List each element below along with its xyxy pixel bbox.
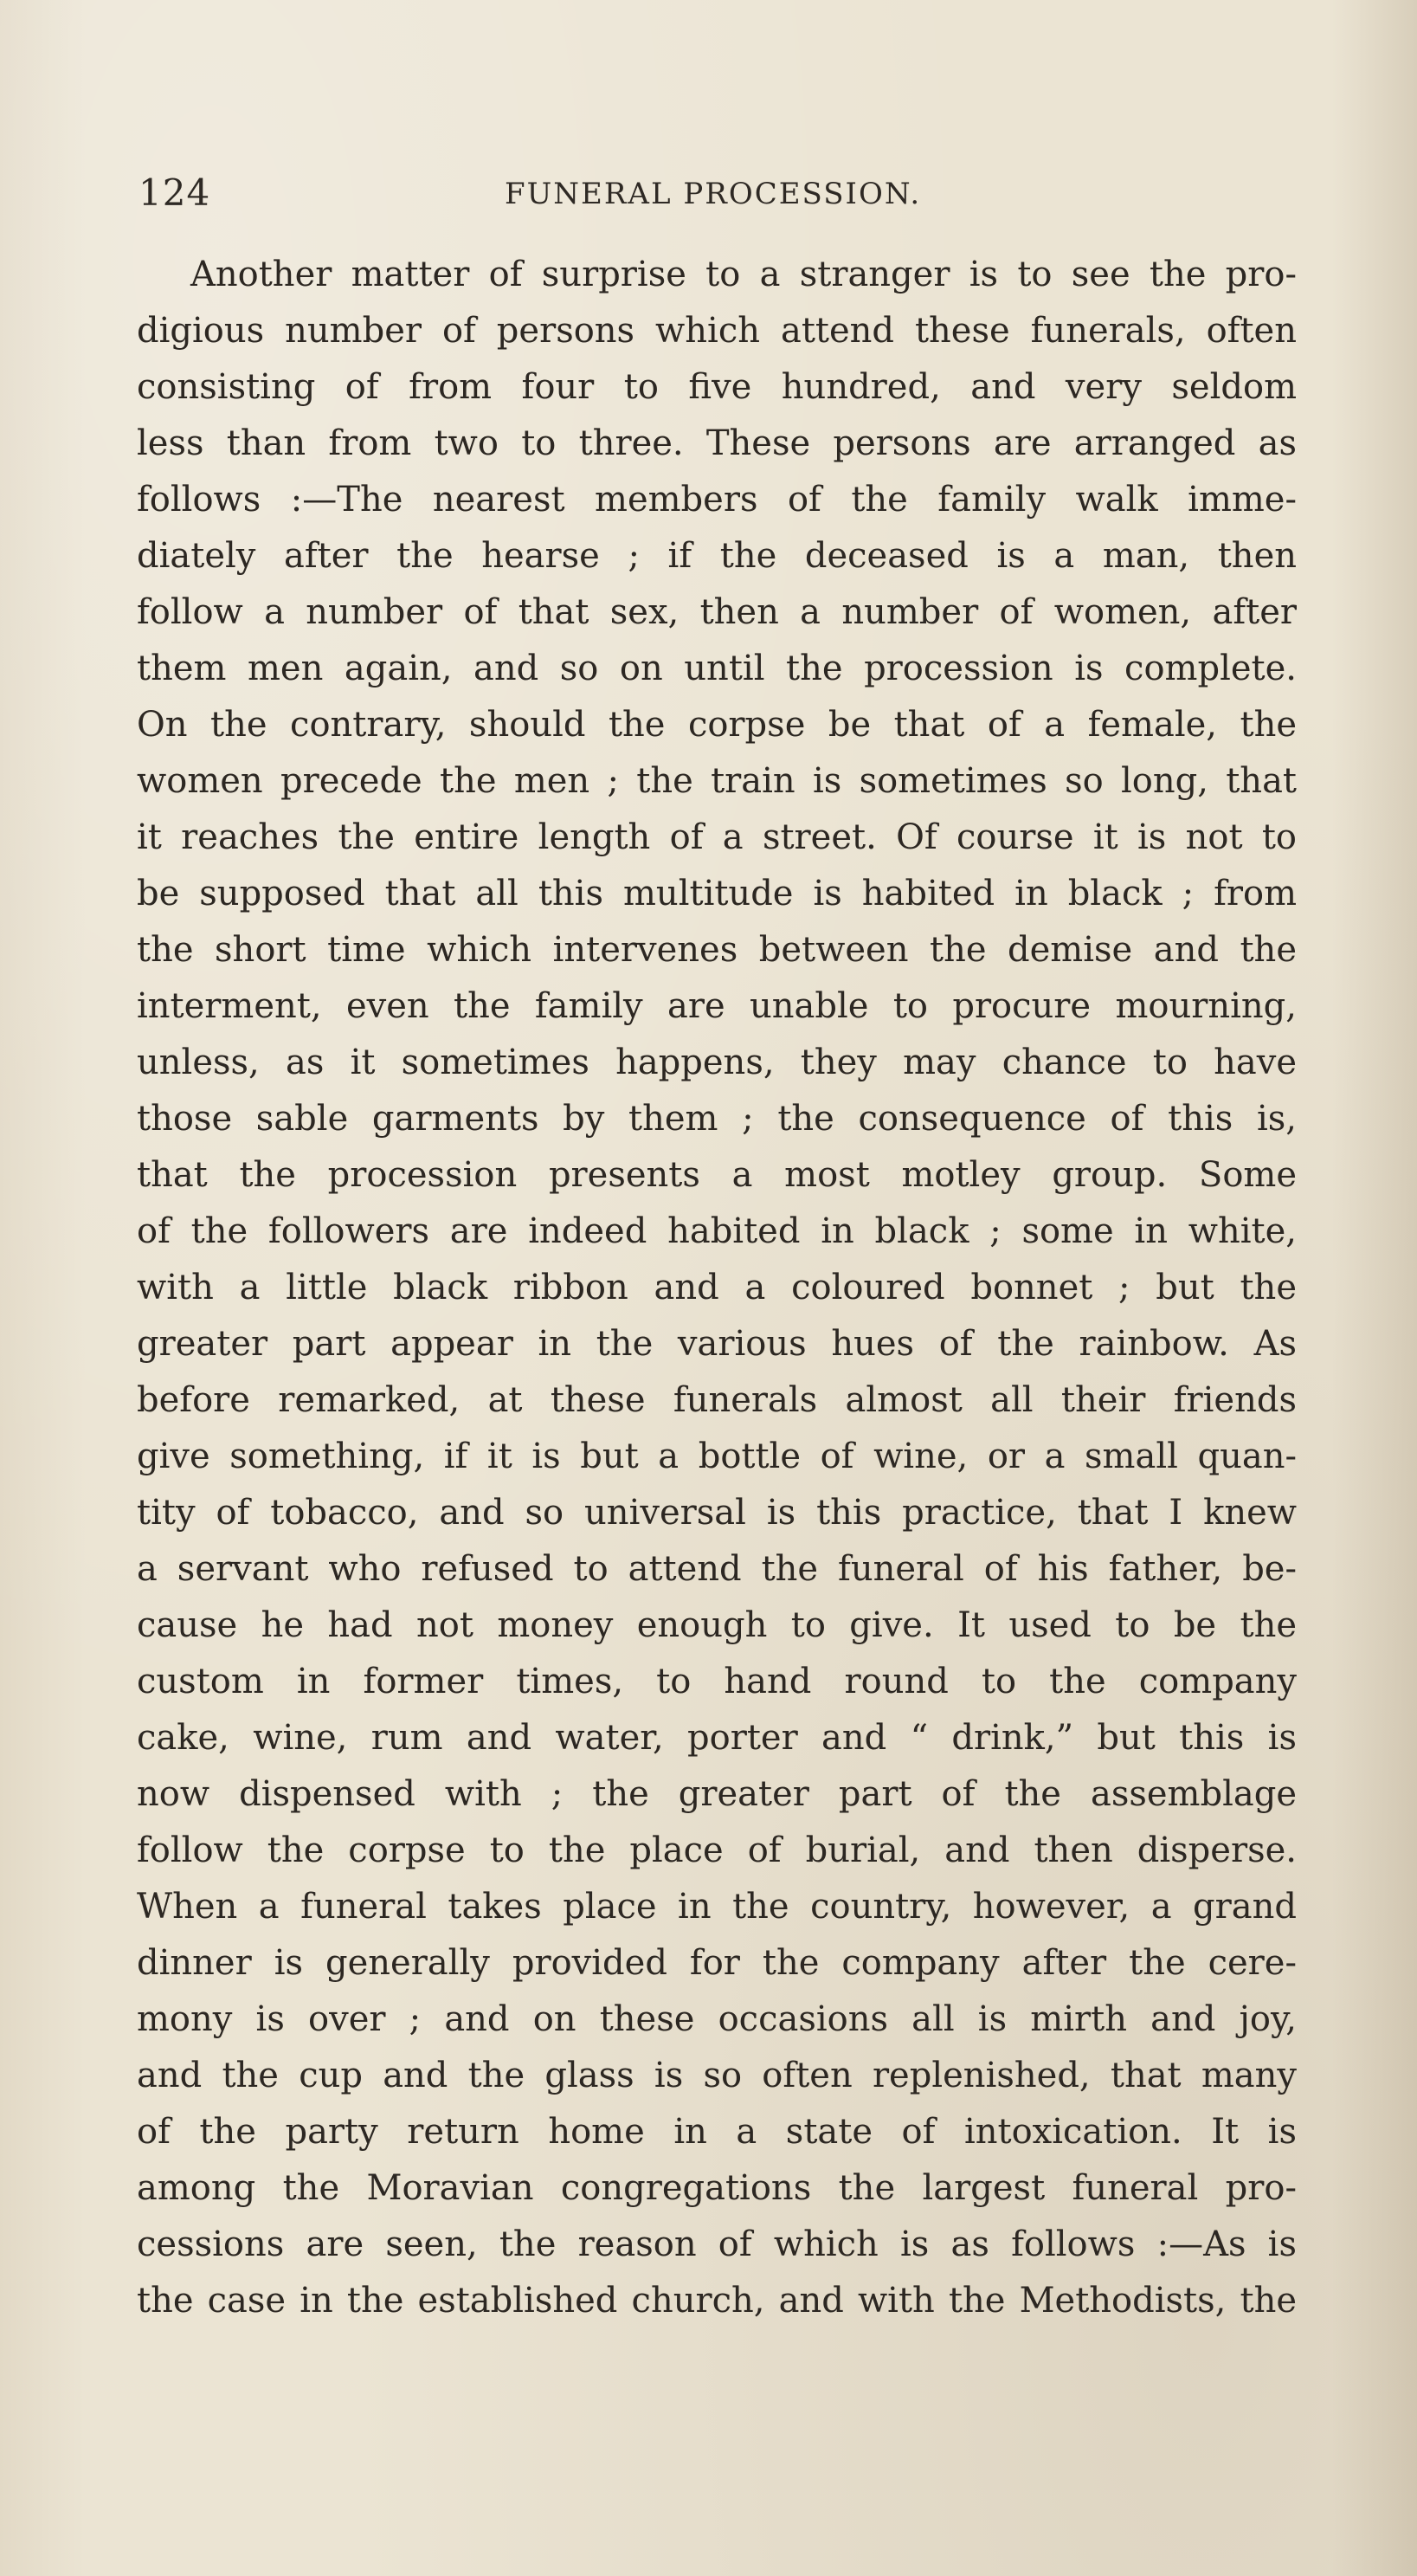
text-line: those sable garments by them ; the consequence of this is, [137, 1099, 1297, 1139]
text-line: digious number of persons which attend these funerals, often [137, 311, 1297, 351]
text-line: cessions are seen, the reason of which is as follows :—As is [137, 2224, 1297, 2264]
body-paragraph [137, 247, 1297, 2329]
text-line: follows :—The nearest members of the family walk imme- [137, 480, 1297, 520]
text-line: consisting of from four to five hundred, and very seldom [137, 367, 1297, 407]
text-line: diately after the hearse ; if the deceased is a man, then [137, 536, 1297, 576]
text-line: tity of tobacco, and so universal is this practice, that I knew [137, 1493, 1297, 1533]
text-line: When a funeral takes place in the country, however, a grand [137, 1887, 1297, 1927]
text-line: be supposed that all this multitude is habited in black ; from [137, 874, 1297, 914]
text-line: the short time which intervenes between the demise and the [137, 930, 1297, 970]
text-line: women precede the men ; the train is sometimes so long, that [137, 761, 1297, 801]
text-line: a servant who refused to attend the funeral of his father, be- [137, 1549, 1297, 1589]
page-number: 124 [138, 171, 211, 214]
text-line: greater part appear in the various hues of the rainbow. As [137, 1324, 1297, 1364]
text-line: the case in the established church, and with the Methodists, the [137, 2281, 1297, 2321]
running-title: FUNERAL PROCESSION. [505, 177, 922, 211]
text-line: follow the corpse to the place of burial, and then disperse. [137, 1830, 1297, 1870]
text-line: and the cup and the glass is so often replenished, that many [137, 2056, 1297, 2095]
text-line: Another matter of surprise to a stranger is to see the pro- [190, 255, 1297, 294]
text-line: dinner is generally provided for the company after the cere- [137, 1943, 1297, 1983]
text-line: unless, as it sometimes happens, they may chance to have [137, 1043, 1297, 1082]
text-line: On the contrary, should the corpse be that of a female, the [137, 705, 1297, 745]
text-line: before remarked, at these funerals almost all their friends [137, 1380, 1297, 1420]
text-line: cake, wine, rum and water, porter and “ drink,” but this is [137, 1718, 1297, 1758]
text-line: give something, if it is but a bottle of wine, or a small quan- [137, 1436, 1297, 1476]
text-line: follow a number of that sex, then a number of women, after [137, 592, 1297, 632]
text-line: mony is over ; and on these occasions all is mirth and joy, [137, 1999, 1297, 2039]
text-line: of the followers are indeed habited in black ; some in white, [137, 1211, 1297, 1251]
text-line: among the Moravian congregations the largest funeral pro- [137, 2168, 1297, 2208]
text-line: now dispensed with ; the greater part of the assemblage [137, 1774, 1297, 1814]
text-line: it reaches the entire length of a street. Of course it is not to [137, 817, 1297, 857]
text-line: of the party return home in a state of intoxication. It is [137, 2112, 1297, 2152]
text-line: with a little black ribbon and a coloured bonnet ; but the [137, 1268, 1297, 1307]
text-line: that the procession presents a most motley group. Some [137, 1155, 1297, 1195]
text-line: less than from two to three. These persons are arranged as [137, 423, 1297, 463]
text-line: cause he had not money enough to give. It used to be the [137, 1605, 1297, 1645]
text-line: custom in former times, to hand round to the company [137, 1662, 1297, 1701]
text-line: interment, even the family are unable to procure mourning, [137, 986, 1297, 1026]
text-line: them men again, and so on until the procession is complete. [137, 649, 1297, 688]
